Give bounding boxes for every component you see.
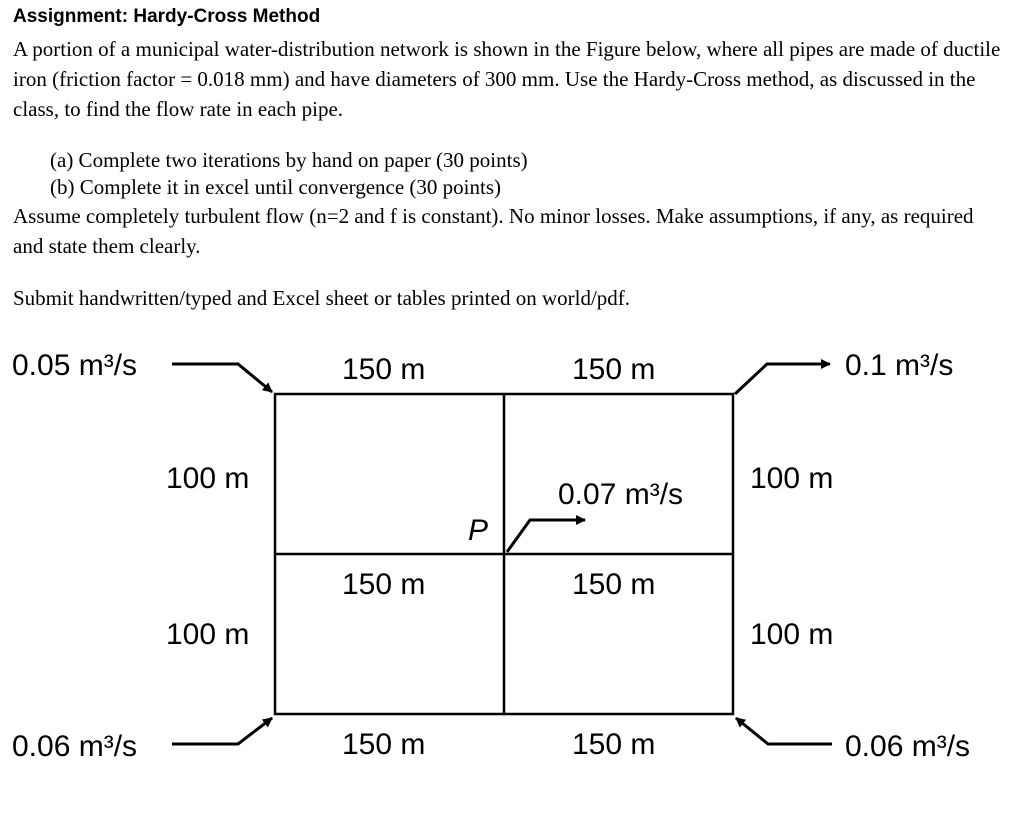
label-inflow-top-left: 0.05 m³/s bbox=[12, 349, 138, 382]
label-pipe-top-right: 150 m bbox=[572, 353, 656, 386]
label-pipe-mid-right: 150 m bbox=[572, 568, 656, 601]
label-outflow-top-right: 0.1 m³/s bbox=[845, 349, 954, 382]
arrow-inflow-bottom-right bbox=[736, 718, 832, 744]
node-label-p: P bbox=[468, 514, 489, 547]
arrow-inflow-top-left bbox=[172, 364, 272, 392]
label-pipe-right-lower: 100 m bbox=[750, 618, 834, 651]
task-item-a: (a) Complete two iterations by hand on paper (30 points) bbox=[50, 148, 528, 172]
assumptions-text: Assume completely turbulent flow (n=2 and f is constant). No minor losses. Make assumptions, if any, as required and state them clearly. bbox=[13, 204, 974, 258]
label-pipe-left-lower: 100 m bbox=[166, 618, 250, 651]
task-item-b: (b) Complete it in excel until convergence (30 points) bbox=[50, 175, 501, 199]
arrow-inflow-bottom-left bbox=[172, 718, 272, 744]
label-inflow-bottom-right: 0.06 m³/s bbox=[845, 730, 971, 763]
problem-statement: A portion of a municipal water-distribution network is shown in the Figure below, where all pipes are made of ductile iron (friction factor = 0.018 mm) and have diameters of 300 mm. Use the Hardy-Cross method, as discussed in the class, to find the flow rate in each pipe. bbox=[13, 37, 1001, 121]
label-pipe-mid-left: 150 m bbox=[342, 568, 426, 601]
pipe-network-figure bbox=[0, 330, 1024, 800]
assignment-title: Assignment: Hardy-Cross Method bbox=[13, 6, 321, 27]
label-pipe-left-upper: 100 m bbox=[166, 462, 250, 495]
arrow-outflow-center bbox=[507, 520, 585, 552]
label-pipe-bottom-right: 150 m bbox=[572, 728, 656, 761]
label-pipe-bottom-left: 150 m bbox=[342, 728, 426, 761]
label-outflow-center: 0.07 m³/s bbox=[558, 478, 684, 511]
arrow-outflow-top-right bbox=[735, 364, 830, 394]
submission-instructions: Submit handwritten/typed and Excel sheet or tables printed on world/pdf. bbox=[13, 286, 631, 310]
label-pipe-top-left: 150 m bbox=[342, 353, 426, 386]
network-grid bbox=[275, 394, 733, 714]
label-inflow-bottom-left: 0.06 m³/s bbox=[12, 730, 138, 763]
label-pipe-right-upper: 100 m bbox=[750, 462, 834, 495]
